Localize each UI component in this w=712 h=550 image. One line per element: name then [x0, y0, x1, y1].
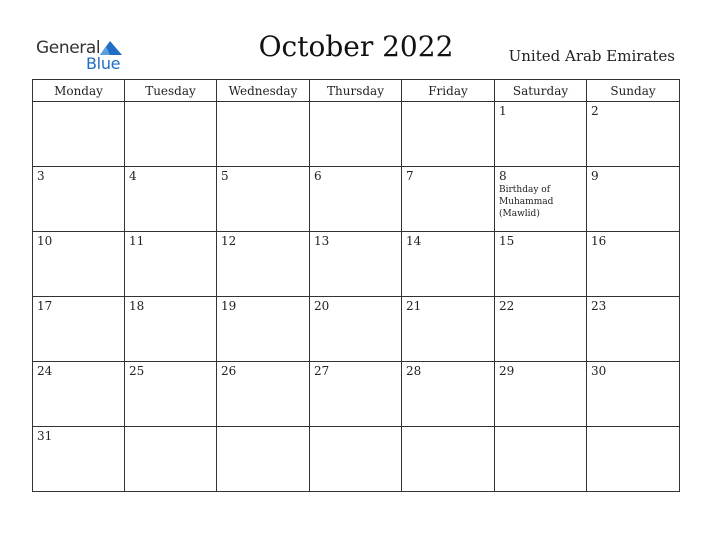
- day-cell: [125, 427, 217, 492]
- day-cell: [125, 167, 217, 232]
- day-cell: [310, 167, 402, 232]
- day-cell: [33, 427, 125, 492]
- week-row: [33, 427, 680, 492]
- day-number: 8: [499, 169, 507, 183]
- weekday-header: Sunday: [587, 80, 680, 102]
- day-cell: [125, 362, 217, 427]
- day-number: 23: [591, 299, 607, 313]
- day-number: [33, 102, 124, 105]
- day-number: 21: [406, 299, 422, 313]
- day-number: 5: [221, 169, 229, 183]
- logo-text-blue: Blue: [86, 54, 121, 73]
- day-number: [495, 427, 586, 430]
- calendar-grid: [32, 79, 680, 492]
- day-cell: [402, 427, 495, 492]
- day-cell: [125, 297, 217, 362]
- day-cell: [402, 362, 495, 427]
- day-cell: [495, 102, 587, 167]
- day-cell: [125, 232, 217, 297]
- day-number: [125, 427, 216, 430]
- weekday-header: Monday: [33, 80, 125, 102]
- day-number: 30: [591, 364, 607, 378]
- day-cell: [217, 232, 310, 297]
- day-cell: [217, 167, 310, 232]
- day-number: 9: [591, 169, 599, 183]
- weekday-header: Wednesday: [217, 80, 310, 102]
- day-number: 15: [499, 234, 515, 248]
- day-number: 24: [37, 364, 53, 378]
- week-row: [33, 102, 680, 167]
- day-number: 29: [499, 364, 515, 378]
- day-number: 2: [591, 104, 599, 118]
- day-number: 16: [591, 234, 607, 248]
- weekday-header: Saturday: [495, 80, 587, 102]
- weekday-header: Friday: [402, 80, 495, 102]
- day-cell: [402, 102, 495, 167]
- day-cell: [310, 427, 402, 492]
- week-row: [33, 297, 680, 362]
- day-cell: [310, 102, 402, 167]
- day-number: 25: [129, 364, 145, 378]
- holiday-label: Birthday of Muhammad (Mawlid): [499, 185, 554, 220]
- week-row: [33, 167, 680, 232]
- day-cell: [217, 297, 310, 362]
- day-number: 31: [37, 429, 53, 443]
- day-cell: [587, 362, 680, 427]
- day-number: 12: [221, 234, 237, 248]
- day-number: [402, 427, 494, 430]
- day-number: 13: [314, 234, 330, 248]
- day-number: 14: [406, 234, 422, 248]
- day-cell: [33, 232, 125, 297]
- day-cell: [33, 167, 125, 232]
- country-label: United Arab Emirates: [508, 47, 675, 65]
- day-number: 22: [499, 299, 515, 313]
- day-cell: [495, 167, 587, 232]
- page-title: October 2022: [258, 30, 454, 63]
- day-number: 3: [37, 169, 45, 183]
- day-number: [587, 427, 679, 430]
- weekday-header: Tuesday: [125, 80, 217, 102]
- day-cell: [587, 102, 680, 167]
- day-number: 26: [221, 364, 237, 378]
- day-cell: [402, 297, 495, 362]
- day-number: [217, 427, 309, 430]
- day-number: 19: [221, 299, 237, 313]
- day-cell: [587, 297, 680, 362]
- day-number: 4: [129, 169, 137, 183]
- day-cell: [310, 232, 402, 297]
- day-cell: [125, 102, 217, 167]
- day-number: 28: [406, 364, 422, 378]
- day-number: [310, 427, 401, 430]
- weekday-header-row: [33, 80, 680, 102]
- day-number: 10: [37, 234, 53, 248]
- day-number: [310, 102, 401, 105]
- day-number: 18: [129, 299, 145, 313]
- day-cell: [402, 167, 495, 232]
- day-number: 6: [314, 169, 322, 183]
- day-cell: [33, 297, 125, 362]
- week-row: [33, 232, 680, 297]
- day-cell: [495, 232, 587, 297]
- day-number: 1: [499, 104, 507, 118]
- day-cell: [495, 297, 587, 362]
- day-number: [217, 102, 309, 105]
- week-row: [33, 362, 680, 427]
- day-number: 11: [129, 234, 145, 248]
- day-cell: [217, 427, 310, 492]
- day-cell: [217, 102, 310, 167]
- logo-text-general: General: [36, 38, 101, 58]
- day-cell: [402, 232, 495, 297]
- day-number: 7: [406, 169, 414, 183]
- day-number: [125, 102, 216, 105]
- day-cell: [217, 362, 310, 427]
- day-cell: [33, 362, 125, 427]
- day-cell: [33, 102, 125, 167]
- day-number: [402, 102, 494, 105]
- day-cell: [587, 167, 680, 232]
- day-number: 17: [37, 299, 53, 313]
- day-number: 27: [314, 364, 330, 378]
- day-cell: [310, 362, 402, 427]
- weekday-header: Thursday: [310, 80, 402, 102]
- day-cell: [587, 427, 680, 492]
- day-cell: [495, 427, 587, 492]
- day-cell: [587, 232, 680, 297]
- day-cell: [495, 362, 587, 427]
- day-cell: [310, 297, 402, 362]
- day-number: 20: [314, 299, 330, 313]
